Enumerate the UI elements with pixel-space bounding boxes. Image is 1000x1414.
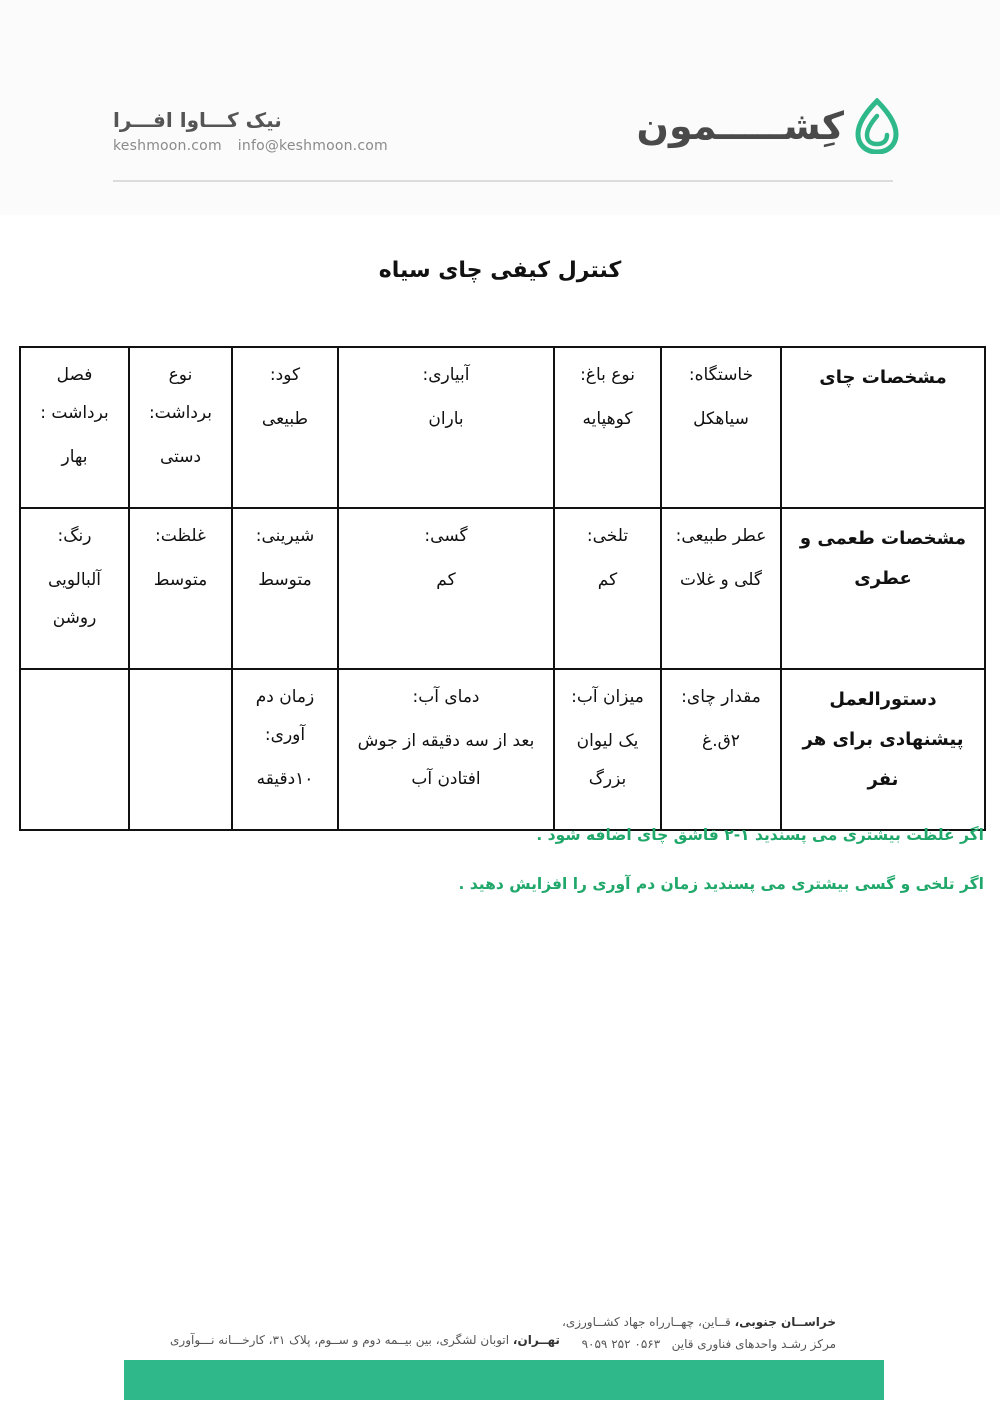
- cell-value: سیاهکل: [693, 409, 749, 429]
- page-title: کنترل کیفی چای سیاه: [378, 258, 622, 283]
- cell-label: آبیاری:: [422, 365, 470, 385]
- leaf-drop-icon: [854, 98, 900, 154]
- table-cell: [129, 347, 232, 508]
- table-cell: [554, 508, 661, 669]
- cell-value: ۱۰دقیقه: [256, 769, 314, 789]
- email-link[interactable]: info@keshmoon.com: [237, 138, 388, 154]
- table-cell: [129, 508, 232, 669]
- note-line: اگر غلظت بیشتری می پسندید ۱-۲ قاشق چای اضافه شود .: [536, 826, 984, 844]
- table-cell: [661, 669, 781, 830]
- cell-value: کم: [436, 570, 456, 590]
- letterhead: [0, 0, 1000, 215]
- table-cell: [232, 669, 338, 830]
- logo-text: کِشـــــمون: [636, 104, 844, 148]
- address-center: مرکز رشـد واحدهای فناوری قاین: [671, 1337, 836, 1351]
- row-head: مشخصات طعمی و عطری: [781, 508, 985, 669]
- cell-label: دمای آب:: [412, 687, 480, 707]
- cell-value: یک لیوان بزرگ: [576, 731, 639, 789]
- table-cell: [661, 508, 781, 669]
- address-region: تهــران،: [512, 1333, 560, 1347]
- notes: [24, 826, 984, 899]
- cell-value: متوسط: [258, 570, 312, 590]
- table-cell: [20, 508, 129, 669]
- cell-label: کود:: [269, 365, 301, 385]
- table-cell: [554, 347, 661, 508]
- cell-value: کم: [597, 570, 618, 590]
- cell-label: گسی:: [424, 526, 468, 546]
- cell-label: عطر طبیعی:: [675, 526, 767, 546]
- table-cell: [554, 669, 661, 830]
- brand-logo: [637, 96, 900, 156]
- company-contact: [113, 138, 413, 154]
- table-row: [20, 347, 985, 508]
- address-region: خراســان جنوبی،: [734, 1315, 836, 1329]
- company-name: نیک کـــاوا افـــرا: [113, 108, 282, 132]
- table-cell: [661, 347, 781, 508]
- table-cell: [338, 669, 554, 830]
- company-block: [113, 108, 413, 154]
- table-row: [20, 508, 985, 669]
- table-cell: [232, 508, 338, 669]
- cell-value: طبیعی: [261, 409, 309, 429]
- cell-label: زمان دم آوری:: [255, 687, 315, 745]
- cell-value: بهار: [61, 447, 88, 467]
- cell-value: کوهپایه: [582, 409, 633, 429]
- cell-label: شیرینی:: [255, 526, 315, 546]
- cell-value: ۲ق.غ: [702, 731, 740, 751]
- cell-label: فصل برداشت :: [40, 365, 109, 423]
- cell-label: مقدار چای:: [681, 687, 761, 707]
- cell-value: گلی و غلات: [680, 570, 762, 590]
- table-cell: [20, 347, 129, 508]
- cell-label: غلظت:: [155, 526, 206, 546]
- table-cell: [232, 347, 338, 508]
- table-cell: [20, 669, 129, 830]
- address-south-khorasan: [562, 1311, 836, 1355]
- cell-value: باران: [428, 409, 464, 429]
- footer-address: [0, 1305, 1000, 1355]
- cell-label: نوع برداشت:: [148, 365, 213, 423]
- cell-label: خاستگاه:: [688, 365, 754, 385]
- website-link[interactable]: keshmoon.com: [113, 138, 222, 154]
- cell-label: میزان آب:: [571, 687, 644, 707]
- table-cell: [129, 669, 232, 830]
- cell-label: رنگ:: [57, 526, 92, 546]
- cell-value: آلبالویی روشن: [47, 570, 102, 628]
- note-line: اگر تلخی و گسی بیشتری می پسندید زمان دم آوری را افزایش دهید .: [458, 875, 984, 893]
- cell-label: تلخی:: [586, 526, 629, 546]
- table-cell: [338, 508, 554, 669]
- cell-value: متوسط: [153, 570, 208, 590]
- phone-number: ۰۵۶۳ ۲۵۲ ۹۰۵۹: [581, 1337, 661, 1351]
- address-street: قــاین، چهــارراه جهاد کشــاورزی،: [561, 1315, 731, 1329]
- row-head: مشخصات چای: [781, 347, 985, 508]
- quality-table: [19, 346, 986, 831]
- cell-label: نوع باغ:: [580, 365, 635, 385]
- header-divider: [113, 180, 893, 182]
- table-cell: [338, 347, 554, 508]
- table-row: [20, 669, 985, 830]
- row-head: دستورالعمل پیشنهادی برای هر نفر: [781, 669, 985, 830]
- address-street: اتوبان لشگری، بین بیــمه دوم و ســوم، پلاک ۳۱، کارخـــانه نـــوآوری: [170, 1333, 510, 1347]
- address-tehran: [170, 1333, 560, 1347]
- cell-value: بعد از سه دقیقه از جوش افتادن آب: [357, 731, 535, 789]
- cell-value: دستی: [159, 447, 202, 467]
- footer-bar: [124, 1360, 884, 1400]
